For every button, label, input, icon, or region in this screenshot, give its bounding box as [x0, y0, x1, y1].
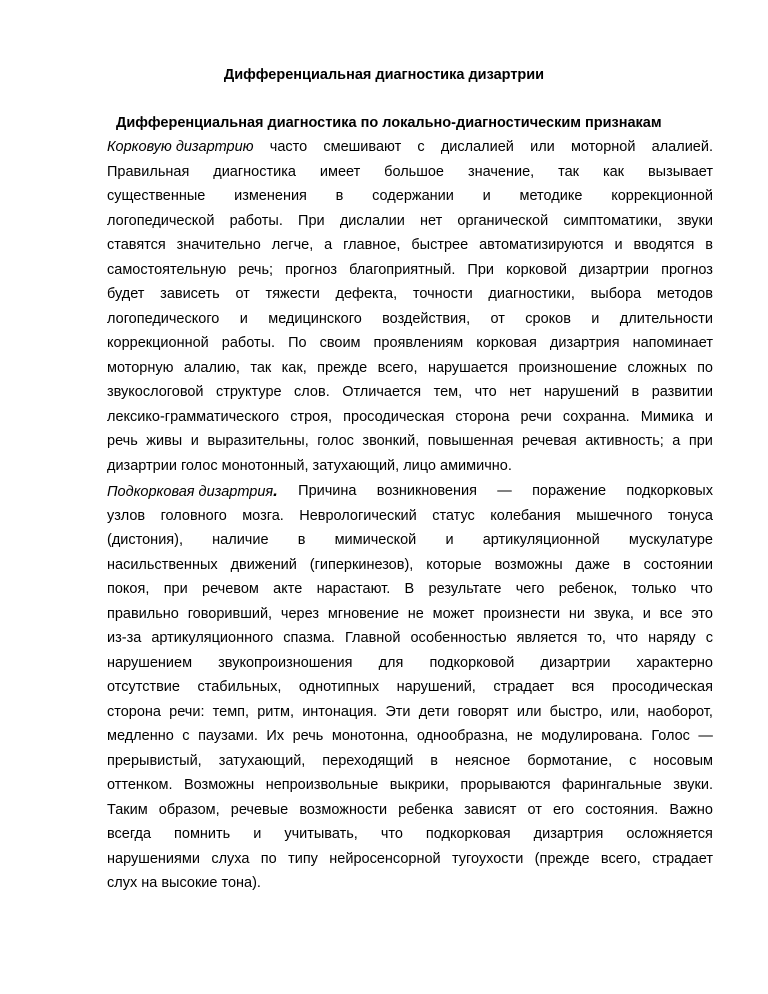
word: По — [288, 335, 307, 351]
word: дизартрия — [549, 335, 620, 351]
word: звонкий, — [362, 433, 420, 449]
word: носовым — [653, 752, 713, 769]
word: чего — [515, 581, 545, 597]
word: подкорковая — [425, 826, 511, 842]
word: методике — [519, 188, 583, 204]
word: подкорковой — [429, 654, 515, 671]
word: и — [445, 532, 454, 548]
word: Мимика — [640, 408, 694, 425]
word: нарушается — [427, 359, 509, 376]
term-period: . — [273, 481, 278, 500]
word: самостоятельную — [107, 261, 227, 278]
word: слов. — [294, 384, 330, 400]
paragraph-line — [107, 822, 713, 847]
paragraph-line — [107, 209, 713, 234]
paragraph-line — [107, 479, 713, 504]
word: всего, — [600, 850, 641, 867]
word: говоривший, — [187, 605, 273, 622]
word: медленно — [107, 728, 174, 744]
word: (прежде — [534, 850, 590, 867]
word: структуре — [216, 384, 282, 400]
word: насильственных — [107, 556, 218, 573]
word: так — [558, 163, 579, 180]
paragraph-subcortical-dysarthria — [107, 479, 713, 896]
word: от — [235, 286, 250, 302]
word: — — [698, 728, 713, 744]
word: отсутствие — [107, 679, 180, 695]
word: быстро, — [549, 703, 603, 720]
word: характерно — [636, 654, 713, 671]
word: и — [190, 433, 199, 449]
word: что — [474, 384, 497, 400]
word: при — [163, 581, 188, 597]
word: диагностики, — [488, 286, 575, 302]
paragraph-line — [107, 356, 713, 381]
paragraph-line — [107, 798, 713, 823]
paragraph-line — [107, 528, 713, 553]
word: сторона — [107, 703, 161, 720]
word: темп, — [212, 703, 250, 720]
word: прогноз — [285, 261, 337, 278]
word: алалию, — [183, 359, 240, 376]
word: и — [704, 408, 713, 425]
word: сохранна. — [562, 408, 630, 425]
word: нарастают. — [316, 581, 391, 597]
word: развитии — [651, 384, 713, 400]
word: звукопроизношения — [218, 654, 353, 671]
word: его — [553, 801, 575, 818]
word: точности — [412, 286, 473, 302]
word: произнести — [483, 605, 561, 622]
word: (гиперкинезов), — [309, 556, 414, 573]
word: все — [659, 605, 683, 622]
word: артикуляционного — [151, 630, 274, 646]
word: тяжести — [265, 286, 320, 302]
word: страдает — [652, 850, 713, 867]
word: которые — [426, 556, 482, 573]
word: большое — [384, 163, 444, 180]
word: нейросенсорной — [329, 850, 441, 867]
paragraph-line — [107, 626, 713, 651]
word: наоборот, — [647, 703, 713, 720]
word: страдает — [493, 679, 555, 695]
word: речи — [520, 408, 552, 425]
word: нарушением — [107, 654, 193, 671]
word: логопедической — [107, 212, 215, 229]
word: нарушений — [543, 384, 620, 400]
word: а — [324, 237, 333, 253]
word: вся — [571, 679, 595, 695]
word: от — [527, 801, 542, 818]
word: дизартрии — [540, 654, 611, 671]
word: Голос — [651, 728, 690, 744]
paragraph-line — [107, 749, 713, 774]
word: или — [516, 703, 542, 720]
word: возможности — [299, 801, 388, 818]
word: нарушений, — [396, 679, 476, 695]
word: диагностика — [213, 163, 296, 180]
word: благоприятный. — [349, 261, 456, 278]
paragraph-line — [107, 405, 713, 430]
word: В — [404, 581, 415, 597]
word: или, — [610, 703, 640, 720]
word: живы — [146, 433, 183, 449]
word: то, — [587, 630, 606, 646]
word: произношение — [518, 359, 618, 376]
word: медицинского — [268, 310, 362, 327]
word: колебания — [490, 507, 561, 524]
word: стабильных, — [197, 679, 282, 695]
word: в — [430, 752, 438, 769]
word: Причина — [298, 483, 357, 499]
word: с — [705, 630, 713, 646]
word: нет — [419, 212, 443, 229]
paragraph-line — [107, 184, 713, 209]
word: покоя, — [107, 581, 150, 597]
word: звуки — [677, 212, 713, 229]
paragraph-line — [107, 331, 713, 356]
word: сторона — [455, 408, 510, 425]
word: головного — [160, 507, 227, 524]
paragraph-line — [107, 504, 713, 529]
word: нарушениями — [107, 850, 200, 867]
word: это — [691, 605, 713, 622]
word: может — [432, 605, 475, 622]
word: строя, — [290, 408, 333, 425]
word: от — [490, 310, 505, 327]
word: с — [182, 728, 190, 744]
paragraph-line — [107, 307, 713, 332]
word: ребенок, — [558, 581, 618, 597]
word: бормотание, — [527, 752, 613, 769]
word: Отличается — [342, 384, 422, 400]
word: в — [297, 532, 306, 548]
word: сроков — [525, 310, 571, 327]
word: логопедического — [107, 310, 220, 327]
word: тонуса — [667, 507, 713, 524]
word: тем, — [433, 384, 463, 400]
paragraph-line — [107, 577, 713, 602]
word: наличие — [212, 532, 269, 548]
word: спазма. — [283, 630, 335, 646]
word: просодическая — [611, 679, 713, 695]
word: узлов — [107, 507, 146, 524]
word: что — [380, 826, 403, 842]
word: при — [688, 433, 713, 449]
word: ритм, — [257, 703, 295, 720]
word: прогноз — [661, 261, 713, 278]
word: часто — [269, 139, 308, 155]
word: методов — [656, 286, 713, 302]
word: всего, — [377, 359, 418, 376]
word: прерывистый, — [107, 752, 202, 769]
word: для — [378, 654, 404, 671]
word: ставятся — [107, 237, 166, 253]
word: симптоматики, — [563, 212, 663, 229]
word: (дистония), — [107, 532, 183, 548]
word: напоминает — [632, 335, 713, 351]
word: Неврологический — [299, 507, 417, 524]
word: голос — [317, 433, 354, 449]
section-title: Дифференциальная диагностика по локально-диагностическим признакам — [116, 115, 662, 131]
paragraph-last-line: дизартрии голос монотонный, затухающий, лицо амимично. — [107, 457, 512, 474]
paragraph-line — [107, 724, 713, 749]
word: наряду — [648, 630, 696, 646]
word: Их — [266, 728, 285, 744]
word: мышечного — [576, 507, 653, 524]
word: в — [705, 237, 713, 253]
word: в — [622, 556, 631, 573]
word: не — [407, 605, 424, 622]
paragraph-cortical-dysarthria — [107, 135, 713, 478]
word: статус — [432, 507, 475, 524]
paragraph-line — [107, 160, 713, 185]
word: значение, — [467, 163, 535, 180]
word: говорят — [457, 703, 509, 720]
word: выразительны, — [207, 433, 309, 449]
word: или — [530, 139, 555, 155]
paragraph-line — [107, 675, 713, 700]
word: с — [629, 752, 637, 769]
word: выкрики, — [389, 777, 449, 793]
word: прорываются — [460, 777, 551, 793]
word: что — [616, 630, 639, 646]
word: звукослоговой — [107, 384, 204, 400]
word: интонация. — [302, 703, 378, 720]
word: с — [417, 139, 425, 155]
word: поражение — [532, 483, 607, 499]
word: изменения — [234, 188, 307, 204]
word: состоянии — [643, 556, 713, 573]
word: состояния. — [585, 801, 659, 818]
word: звуки. — [673, 777, 713, 793]
word: правильно — [107, 605, 179, 622]
word: Важно — [669, 801, 713, 818]
word: даже — [575, 556, 610, 573]
word: дизартрия — [533, 826, 604, 842]
word: по — [260, 850, 277, 867]
word: повышенная — [427, 433, 514, 449]
word: речь; — [238, 261, 274, 278]
term-subcortical-dysarthria — [107, 479, 278, 504]
word: и — [482, 188, 491, 204]
word: корковой — [506, 261, 568, 278]
word: фарингальные — [562, 777, 662, 793]
word: будет — [107, 286, 145, 302]
word: результате — [428, 581, 502, 597]
word: значительно — [176, 237, 261, 253]
word: через — [280, 605, 319, 622]
word: мускулатуре — [628, 532, 713, 548]
word: речевом — [202, 581, 259, 597]
word: вводятся — [633, 237, 695, 253]
word: из-за — [107, 630, 142, 646]
word: своим — [319, 335, 361, 351]
word: речь — [292, 728, 324, 744]
word: не — [516, 728, 533, 744]
word: работы. — [221, 335, 276, 351]
word: что — [690, 581, 713, 597]
word: легче, — [271, 237, 314, 253]
paragraph-last-line: слух на высокие тона). — [107, 875, 261, 891]
word: При — [298, 212, 325, 229]
word: алалией. — [651, 139, 713, 155]
word: содержании — [372, 188, 454, 204]
word: — — [497, 483, 512, 499]
word: в — [335, 188, 344, 204]
word: главное, — [343, 237, 401, 253]
paragraph-line — [107, 258, 713, 283]
word: При — [467, 261, 495, 278]
word: только — [631, 581, 677, 597]
word: Главной — [345, 630, 401, 646]
word: затухающий, — [218, 752, 306, 769]
paragraph-line — [107, 847, 713, 872]
word: мгновение — [327, 605, 399, 622]
word: монотонна, — [331, 728, 409, 744]
word: однообразна, — [416, 728, 509, 744]
word: подкорковых — [626, 483, 713, 499]
word: речевая — [521, 433, 577, 449]
paragraph-line — [107, 553, 713, 578]
word: и — [239, 310, 248, 327]
word: корковая — [476, 335, 537, 351]
word: органической — [457, 212, 549, 229]
word: проявлениям — [373, 335, 464, 351]
word: лексико-грамматического — [107, 408, 280, 425]
word: моторной — [570, 139, 636, 155]
word: однотипных — [298, 679, 380, 695]
word: коррекционной — [107, 335, 209, 351]
paragraph-line — [107, 773, 713, 798]
word: сложных — [627, 359, 687, 376]
word: работы. — [229, 212, 283, 229]
paragraph-line — [107, 380, 713, 405]
word: неясное — [454, 752, 511, 769]
document-title: Дифференциальная диагностика дизартрии — [223, 67, 545, 83]
word: и — [614, 237, 623, 253]
word: существенные — [107, 188, 206, 204]
word: слуха — [211, 850, 250, 867]
word: артикуляционной — [482, 532, 600, 548]
word: особенностью — [410, 630, 507, 646]
word: образом, — [158, 801, 220, 818]
paragraph-line — [107, 233, 713, 258]
word: и — [253, 826, 262, 842]
paragraph-line — [107, 282, 713, 307]
word: возможны — [494, 556, 563, 573]
word: как, — [281, 359, 307, 376]
word: коррекционной — [611, 188, 713, 204]
word: дети — [418, 703, 450, 720]
word: всегда — [107, 826, 152, 842]
word: речи: — [169, 703, 205, 720]
word: осложняется — [626, 826, 713, 842]
word: Таким — [107, 801, 148, 818]
word: зависят — [464, 801, 517, 818]
word: звука, — [593, 605, 634, 622]
word: выбора — [590, 286, 642, 302]
word: зависеть — [160, 286, 220, 302]
word: дизартрии — [579, 261, 650, 278]
word: движений — [230, 556, 297, 573]
word: а — [672, 433, 681, 449]
word: акте — [273, 581, 303, 597]
word: и — [591, 310, 600, 327]
word: воздействия, — [382, 310, 471, 327]
word: как — [602, 163, 625, 180]
paragraph-line — [107, 602, 713, 627]
word: учитывать, — [284, 826, 358, 842]
word: по — [697, 359, 713, 376]
paragraph-line — [107, 700, 713, 725]
word: ребенка — [398, 801, 454, 818]
word: переходящий — [322, 752, 414, 769]
word: помнить — [174, 826, 231, 842]
word: дислалии — [339, 212, 405, 229]
word: оттенком. — [107, 777, 173, 793]
paragraph-line — [107, 429, 713, 454]
word: Возможны — [183, 777, 255, 793]
paragraph-line — [107, 135, 713, 160]
word: речь — [107, 433, 138, 449]
word: возникновения — [376, 483, 477, 499]
paragraph-line — [107, 651, 713, 676]
word: непроизвольные — [265, 777, 379, 793]
word: мозга. — [242, 507, 284, 524]
word: тугоухости — [451, 850, 524, 867]
word: модулирована. — [541, 728, 643, 744]
word: нет — [509, 384, 532, 400]
term-subcortical-label: Подкорковая дизартрия — [107, 484, 274, 500]
word: Правильная — [107, 163, 190, 180]
word: в — [631, 384, 640, 400]
word: так — [250, 359, 272, 376]
word: является — [516, 630, 578, 646]
word: и — [642, 605, 651, 622]
word: длительности — [619, 310, 713, 327]
word: автоматизируются — [479, 237, 604, 253]
word: просодическая — [343, 408, 445, 425]
word: дислалией — [440, 139, 514, 155]
word: Эти — [385, 703, 411, 720]
word: мимической — [334, 532, 417, 548]
word: паузами. — [198, 728, 258, 744]
word: дефекта, — [335, 286, 398, 302]
word: смешивают — [323, 139, 402, 155]
term-cortical-dysarthria: Корковую дизартрию — [107, 139, 254, 155]
word: активность; — [585, 433, 664, 449]
word: прежде — [317, 359, 368, 376]
word: быстрее — [411, 237, 469, 253]
word: типу — [288, 850, 318, 867]
word: вызывает — [647, 163, 713, 180]
word: ни — [568, 605, 586, 622]
word: имеет — [319, 163, 361, 180]
word: речевые — [230, 801, 289, 818]
word: моторную — [107, 359, 174, 376]
